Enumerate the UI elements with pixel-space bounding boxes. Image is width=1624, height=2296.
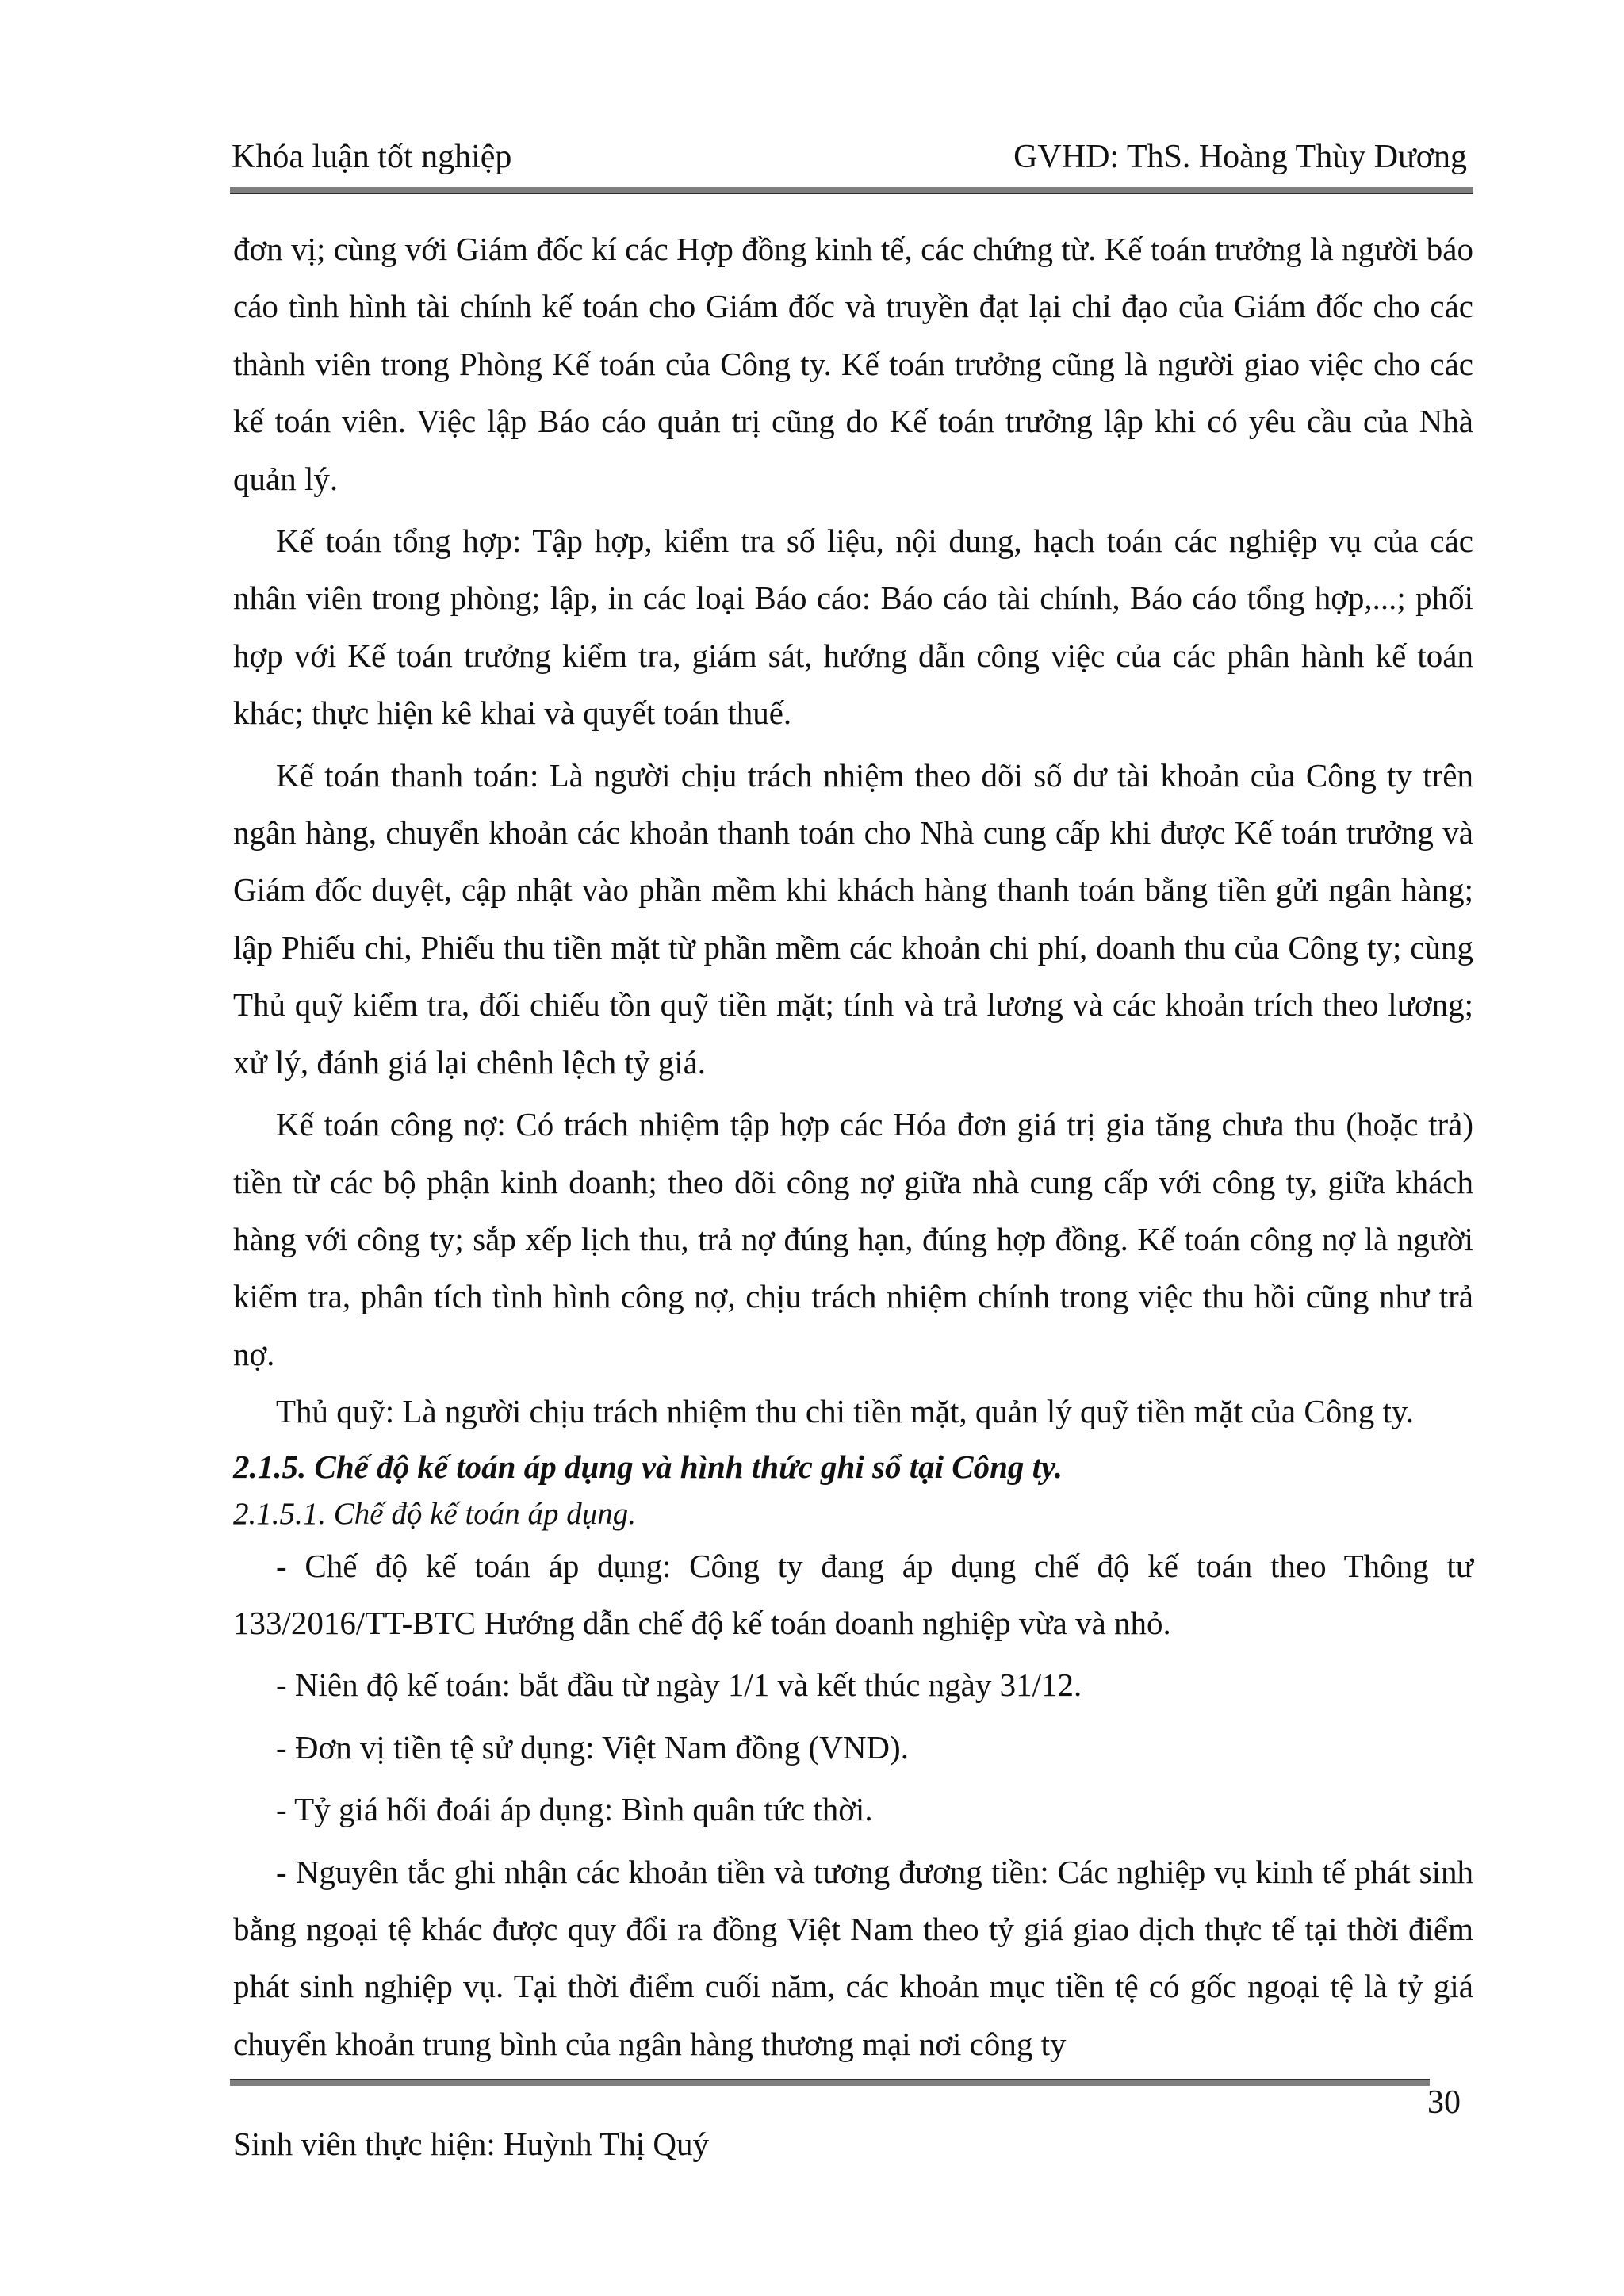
bullet-currency: - Đơn vị tiền tệ sử dụng: Việt Nam đồng (VND). xyxy=(276,1728,909,1766)
paragraph-payment-accountant: Kế toán thanh toán: Là người chịu trách nhiệm theo dõi số dư tài khoản của Công ty trên ngân hàng, chuyển khoản các khoản thanh toán cho Nhà cung cấp khi được Kế toán trưởng và Giám đốc duyệt, cập nhật vào phần mềm khi khách hàng thanh toán bằng tiền gửi ngân hàng; lập Phiếu chi, Phiếu thu tiền mặt từ phần mềm các khoản chi phí, doanh thu của Công ty; cùng Thủ quỹ kiểm tra, đối chiếu tồn quỹ tiền mặt; tính và trả lương và các khoản trích theo lương; xử lý, đánh giá lại chênh lệch tỷ giá. xyxy=(233,756,1473,1081)
bullet-accounting-regime: - Chế độ kế toán áp dụng: Công ty đang áp dụng chế độ kế toán theo Thông tư 133/2016/TT-BTC Hướng dẫn chế độ kế toán doanh nghiệp vừa và nhỏ. xyxy=(233,1547,1473,1641)
page-header xyxy=(230,133,1473,184)
bullet-exchange-rate: - Tỷ giá hối đoái áp dụng: Bình quân tức thời. xyxy=(276,1791,873,1828)
section-heading: 2.1.5. Chế độ kế toán áp dụng và hình thức ghi sổ tại Công ty. xyxy=(233,1448,1063,1485)
paragraph-chief-accountant: đơn vị; cùng với Giám đốc kí các Hợp đồng kinh tế, các chứng từ. Kế toán trưởng là người báo cáo tình hình tài chính kế toán cho Giám đốc và truyền đạt lại chỉ đạo của Giám đốc cho các thành viên trong Phòng Kế toán của Công ty. Kế toán trưởng cũng là người giao việc cho các kế toán viên. Việc lập Báo cáo quản trị cũng do Kế toán trưởng lập khi có yêu cầu của Nhà quản lý. xyxy=(233,231,1473,497)
bullet-cash-principles: - Nguyên tắc ghi nhận các khoản tiền và tương đương tiền: Các nghiệp vụ kinh tế phát sinh bằng ngoại tệ khác được quy đổi ra đồng Việt Nam theo tỷ giá giao dịch thực tế tại thời điểm phát sinh nghiệp vụ. Tại thời điểm cuối năm, các khoản mục tiền tệ có gốc ngoại tệ là tỷ giá chuyển khoản trung bình của ngân hàng thương mại nơi công ty xyxy=(233,1853,1473,2062)
footer-author: Sinh viên thực hiện: Huỳnh Thị Quý xyxy=(233,2126,709,2162)
header-thesis-title: Khóa luận tốt nghiệp xyxy=(232,139,512,175)
paragraph-cashier: Thủ quỹ: Là người chịu trách nhiệm thu chi tiền mặt, quản lý quỹ tiền mặt của Công ty. xyxy=(276,1393,1414,1430)
header-divider xyxy=(230,187,1473,194)
paragraph-general-accountant: Kế toán tổng hợp: Tập hợp, kiểm tra số liệu, nội dung, hạch toán các nghiệp vụ của các nhân viên trong phòng; lập, in các loại Báo cáo: Báo cáo tài chính, Báo cáo tổng hợp,...; phối hợp với Kế toán trưởng kiểm tra, giám sát, hướng dẫn công việc của các phân hành kế toán khác; thực hiện kê khai và quyết toán thuế. xyxy=(233,522,1473,732)
page-number: 30 xyxy=(1427,2084,1461,2121)
footer-divider xyxy=(230,2079,1430,2086)
page-body xyxy=(233,220,1473,2072)
subsection-heading: 2.1.5.1. Chế độ kế toán áp dụng. xyxy=(233,1496,637,1531)
bullet-fiscal-year: - Niên độ kế toán: bắt đầu từ ngày 1/1 và kết thúc ngày 31/12. xyxy=(276,1667,1082,1704)
paragraph-debt-accountant: Kế toán công nợ: Có trách nhiệm tập hợp các Hóa đơn giá trị gia tăng chưa thu (hoặc trả) tiền từ các bộ phận kinh doanh; theo dõi công nợ giữa nhà cung cấp với công ty, giữa khách hàng với công ty; sắp xếp lịch thu, trả nợ đúng hạn, đúng hợp đồng. Kế toán công nợ là người kiểm tra, phân tích tình hình công nợ, chịu trách nhiệm chính trong việc thu hồi cũng như trả nợ. xyxy=(233,1106,1473,1372)
header-supervisor: GVHD: ThS. Hoàng Thùy Dương xyxy=(1013,139,1467,175)
